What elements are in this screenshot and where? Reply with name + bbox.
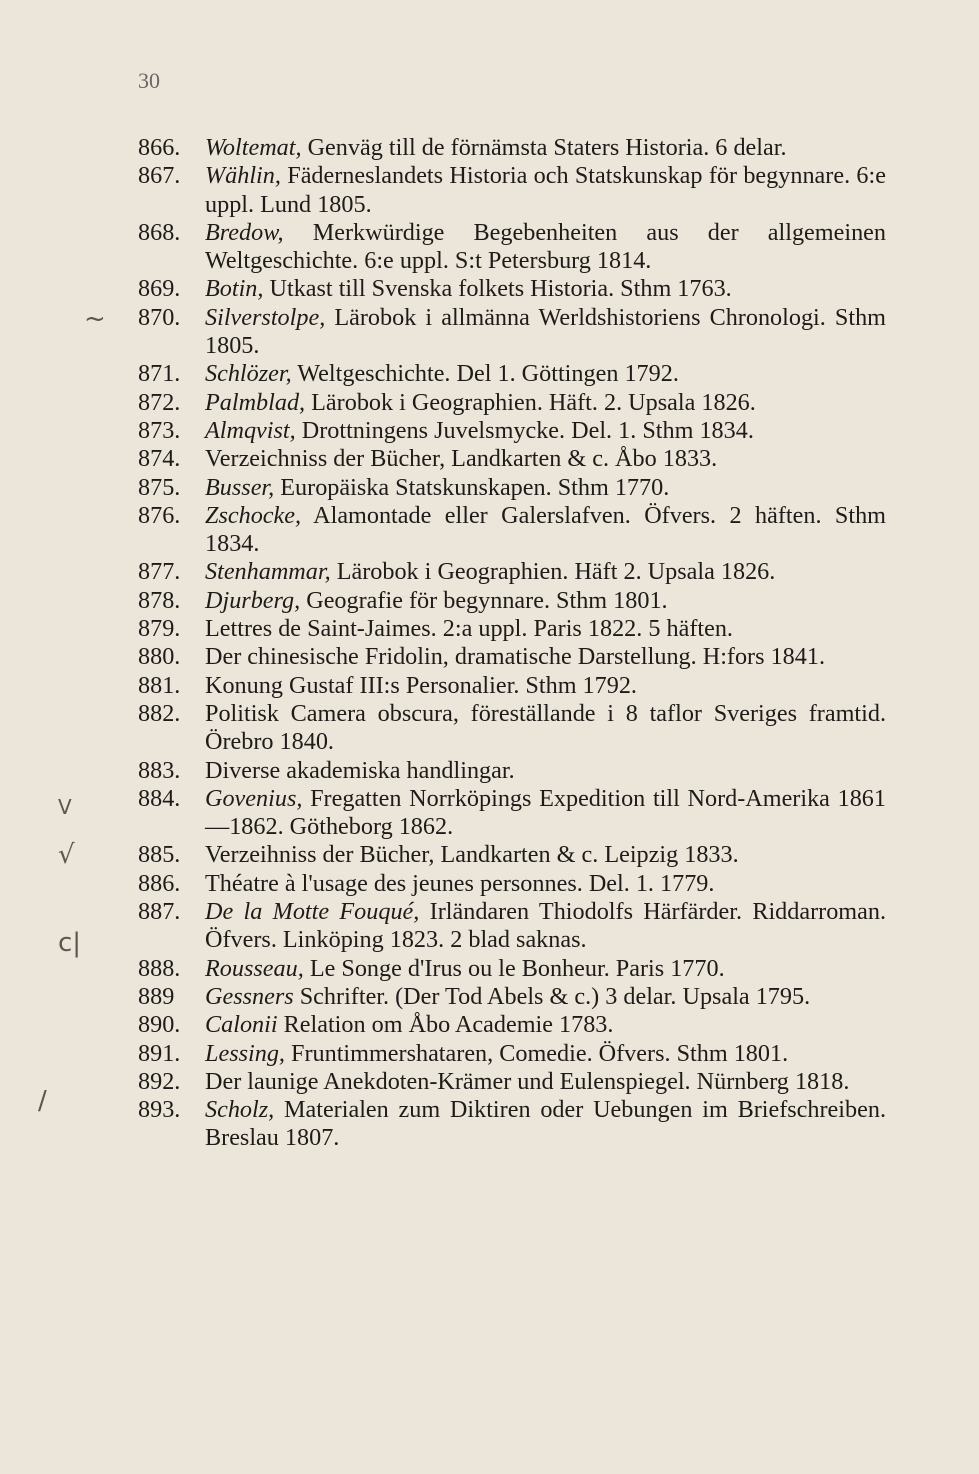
catalog-entry (138, 304, 886, 361)
catalog-entry (138, 360, 886, 388)
entry-number: 871. (138, 360, 181, 388)
entry-author: Lessing, (205, 1039, 285, 1067)
entry-author: Rousseau, (205, 954, 304, 982)
entry-text (205, 1068, 886, 1096)
entry-author: Wählin, (205, 162, 281, 190)
catalog-entry (138, 700, 886, 757)
entry-text (205, 785, 886, 842)
entry-number: 869. (138, 275, 181, 303)
entry-number: 882. (138, 699, 181, 727)
entry-number: 886. (138, 869, 181, 897)
entry-number: 884. (138, 784, 181, 812)
entry-author: Djurberg, (205, 586, 301, 614)
entry-title: Irländaren Thiodolfs Härfärder. Riddarroman. Öfvers. Linköping 1823. 2 blad saknas. (205, 898, 886, 954)
entry-title: Konung Gustaf III:s Personalier. Sthm 1792. (205, 671, 637, 699)
margin-mark-check: √ (58, 840, 75, 870)
catalog-entry (138, 672, 886, 700)
entry-author: Botin, (205, 275, 264, 303)
entry-title: Der launige Anekdoten-Krämer und Eulenspiegel. Nürnberg 1818. (205, 1067, 850, 1095)
margin-mark-tilde: ~ (84, 304, 106, 334)
entry-number: 883. (138, 756, 181, 784)
catalog-entry (138, 1040, 886, 1068)
entry-title: Europäiska Statskunskapen. Sthm 1770. (274, 473, 670, 501)
entry-text (205, 955, 886, 983)
entry-number: 880. (138, 643, 181, 671)
catalog-entry (138, 1011, 886, 1039)
entry-title: Verzeihniss der Bücher, Landkarten & c. Leipzig 1833. (205, 841, 739, 869)
catalog-entry (138, 502, 886, 559)
entry-text (205, 360, 886, 388)
entry-title: Lettres de Saint-Jaimes. 2:a uppl. Paris 1822. 5 häften. (205, 615, 733, 643)
catalog-entry (138, 474, 886, 502)
catalog-entry-list (138, 134, 886, 1153)
entry-number: 887. (138, 898, 181, 926)
entry-title: Théatre à l'usage des jeunes personnes. Del. 1. 1779. (205, 869, 715, 897)
entry-title: Verzeichniss der Bücher, Landkarten & c. Åbo 1833. (205, 445, 718, 473)
margin-mark-c: c| (58, 928, 82, 958)
entry-title: Geografie för begynnare. Sthm 1801. (300, 586, 668, 614)
entry-text (205, 417, 886, 445)
entry-number: 881. (138, 671, 181, 699)
entry-number: 873. (138, 416, 181, 444)
entry-author: Stenhammar, (205, 558, 331, 586)
page-number: 30 (138, 68, 160, 93)
entry-text (205, 700, 886, 757)
catalog-entry (138, 983, 886, 1011)
entry-title: Merkwürdige Begebenheiten aus der allgemeinen Weltgeschichte. 6:e uppl. S:t Petersburg 1814. (205, 218, 886, 275)
entry-text (205, 643, 886, 671)
entry-number: 889 (138, 982, 175, 1010)
entry-number: 877. (138, 558, 181, 586)
entry-number: 876. (138, 501, 181, 529)
entry-author: Woltemat, (205, 134, 302, 161)
entry-text (205, 1011, 886, 1039)
entry-text (205, 870, 886, 898)
entry-text (205, 757, 886, 785)
entry-number: 875. (138, 473, 181, 501)
catalog-entry (138, 870, 886, 898)
entry-text (205, 445, 886, 473)
catalog-entry (138, 1096, 886, 1153)
entry-title: Lärobok i Geographien. Häft. 2. Upsala 1826. (305, 388, 756, 416)
entry-number: 891. (138, 1039, 181, 1067)
margin-mark-v: V (58, 795, 72, 819)
entry-title: Fäderneslandets Historia och Statskunskap för begynnare. 6:e uppl. Lund 1805. (205, 162, 886, 218)
entry-title: Alamontade eller Galerslafven. Öfvers. 2 häften. Sthm 1834. (205, 501, 886, 558)
entry-title: Utkast till Svenska folkets Historia. Sthm 1763. (263, 275, 732, 303)
entry-title: Materialen zum Diktiren oder Uebungen im Briefschreiben. Breslau 1807. (205, 1096, 886, 1152)
entry-text (205, 502, 886, 559)
entry-title: Lärobok i Geographien. Häft 2. Upsala 1826. (330, 558, 776, 586)
entry-number: 890. (138, 1011, 181, 1039)
entry-text (205, 134, 886, 162)
catalog-entry (138, 615, 886, 643)
entry-title: Diverse akademiska handlingar. (205, 756, 515, 784)
entry-text (205, 474, 886, 502)
entry-author: Govenius, (205, 784, 303, 812)
catalog-entry (138, 841, 886, 869)
entry-author: Silverstolpe, (205, 303, 326, 331)
entry-number: 872. (138, 388, 181, 416)
entry-text (205, 1040, 886, 1068)
entry-author: Bredow, (205, 218, 284, 246)
entry-number: 878. (138, 586, 181, 614)
entry-number: 885. (138, 841, 181, 869)
catalog-entry (138, 785, 886, 842)
entry-text (205, 558, 886, 586)
catalog-entry (138, 445, 886, 473)
entry-number: 868. (138, 218, 181, 246)
entry-title: Politisk Camera obscura, föreställande i 8 taflor Sveriges framtid. Örebro 1840. (205, 699, 886, 756)
entry-text (205, 615, 886, 643)
entry-author: Gessners (205, 982, 294, 1010)
catalog-entry (138, 587, 886, 615)
catalog-entry (138, 643, 886, 671)
entry-text (205, 587, 886, 615)
entry-title: Genväg till de förnämsta Staters Historia. 6 delar. (301, 134, 787, 161)
catalog-entry (138, 275, 886, 303)
catalog-entry (138, 219, 886, 276)
entry-text (205, 275, 886, 303)
entry-title: Relation om Åbo Academie 1783. (277, 1011, 614, 1039)
entry-number: 892. (138, 1067, 181, 1095)
entry-number: 870. (138, 303, 181, 331)
catalog-entry (138, 558, 886, 586)
entry-number: 874. (138, 445, 181, 473)
entry-text (205, 304, 886, 361)
entry-text (205, 983, 886, 1011)
entry-title: Der chinesische Fridolin, dramatische Darstellung. H:fors 1841. (205, 643, 825, 671)
entry-number: 893. (138, 1096, 181, 1124)
entry-number: 866. (138, 134, 181, 161)
catalog-entry (138, 417, 886, 445)
catalog-entry (138, 898, 886, 955)
entry-author: Calonii (205, 1011, 278, 1039)
entry-text (205, 219, 886, 276)
catalog-entry (138, 955, 886, 983)
entry-number: 879. (138, 615, 181, 643)
entry-title: Drottningens Juvelsmycke. Del. 1. Sthm 1834. (295, 416, 754, 444)
entry-author: Scholz, (205, 1096, 275, 1124)
catalog-entry (138, 162, 886, 219)
catalog-entry (138, 1068, 886, 1096)
entry-text (205, 672, 886, 700)
entry-title: Le Songe d'Irus ou le Bonheur. Paris 1770. (303, 954, 725, 982)
entry-number: 888. (138, 954, 181, 982)
entry-author: Palmblad, (205, 388, 306, 416)
entry-title: Weltgeschichte. Del 1. Göttingen 1792. (291, 360, 679, 388)
entry-number: 867. (138, 162, 181, 190)
entry-title: Fregatten Norrköpings Expedition till Nord-Amerika 1861—1862. Götheborg 1862. (205, 784, 886, 841)
catalog-entry (138, 757, 886, 785)
entry-text (205, 898, 886, 955)
catalog-entry (138, 134, 886, 162)
entry-text (205, 389, 886, 417)
entry-title: Lärobok i allmänna Werldshistoriens Chronologi. Sthm 1805. (205, 303, 886, 360)
entry-title: Schrifter. (Der Tod Abels & c.) 3 delar. Upsala 1795. (293, 982, 811, 1010)
entry-title: Fruntimmershataren, Comedie. Öfvers. Sthm 1801. (284, 1039, 789, 1067)
entry-author: Busser, (205, 473, 275, 501)
entry-author: Zschocke, (205, 501, 302, 529)
entry-text (205, 841, 886, 869)
entry-author: Schlözer, (205, 360, 292, 388)
catalog-entry (138, 389, 886, 417)
entry-author: Almqvist, (205, 416, 296, 444)
entry-text (205, 162, 886, 219)
entry-author: De la Motte Fouqué, (205, 898, 420, 926)
entry-text (205, 1096, 886, 1153)
margin-mark-slash: / (38, 1086, 47, 1116)
